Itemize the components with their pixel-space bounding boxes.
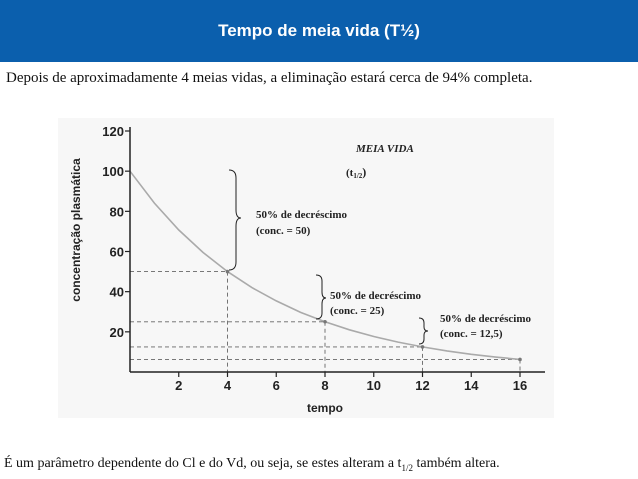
note-2-line2: (conc. = 25) [330,305,385,317]
x-tick-label: 2 [175,378,183,393]
half-life-point [323,320,327,324]
footer-text-end: também altera. [412,456,500,471]
note-1-line2: (conc. = 50) [256,225,311,237]
x-tick-label: 4 [223,378,232,393]
chart-background [58,118,554,418]
intro-text: Depois de aproximadamente 4 meias vidas, a eliminação estará cerca de 94% completa. [6,70,533,86]
footer-text [4,456,500,473]
x-tick-label: 8 [321,378,329,393]
note-3-line1: 50% de decréscimo [440,313,532,325]
x-tick-label: 14 [464,378,479,393]
y-tick-label: 100 [102,164,124,180]
x-tick-label: 16 [512,378,528,393]
half-life-point [518,358,522,362]
y-tick-label: 80 [109,204,124,220]
x-axis-label: tempo [307,401,343,415]
half-life-point [421,345,425,349]
footer-text-main: É um parâmetro dependente do Cl e do Vd, ou seja, se estes alteram a t [4,456,402,471]
half-life-point [226,270,230,274]
footer-subscript: 1/2 [401,462,413,473]
y-tick-label: 120 [102,124,124,139]
x-tick-label: 10 [366,378,381,393]
y-axis-label: concentração plasmática [69,158,83,302]
half-life-heading: MEIA VIDA [356,143,414,155]
x-tick-label: 6 [272,378,280,393]
note-3-line2: (conc. = 12,5) [440,328,503,340]
x-tick-label: 12 [415,378,430,393]
half-life-symbol: (t1/2) [346,165,367,180]
note-1-line1: 50% de decréscimo [256,209,348,221]
y-tick-label: 60 [109,244,124,260]
slide-title: Tempo de meia vida (T½) [0,0,638,62]
note-2-line1: 50% de decréscimo [330,290,422,302]
y-tick-label: 20 [109,324,124,340]
y-tick-label: 40 [109,284,124,300]
